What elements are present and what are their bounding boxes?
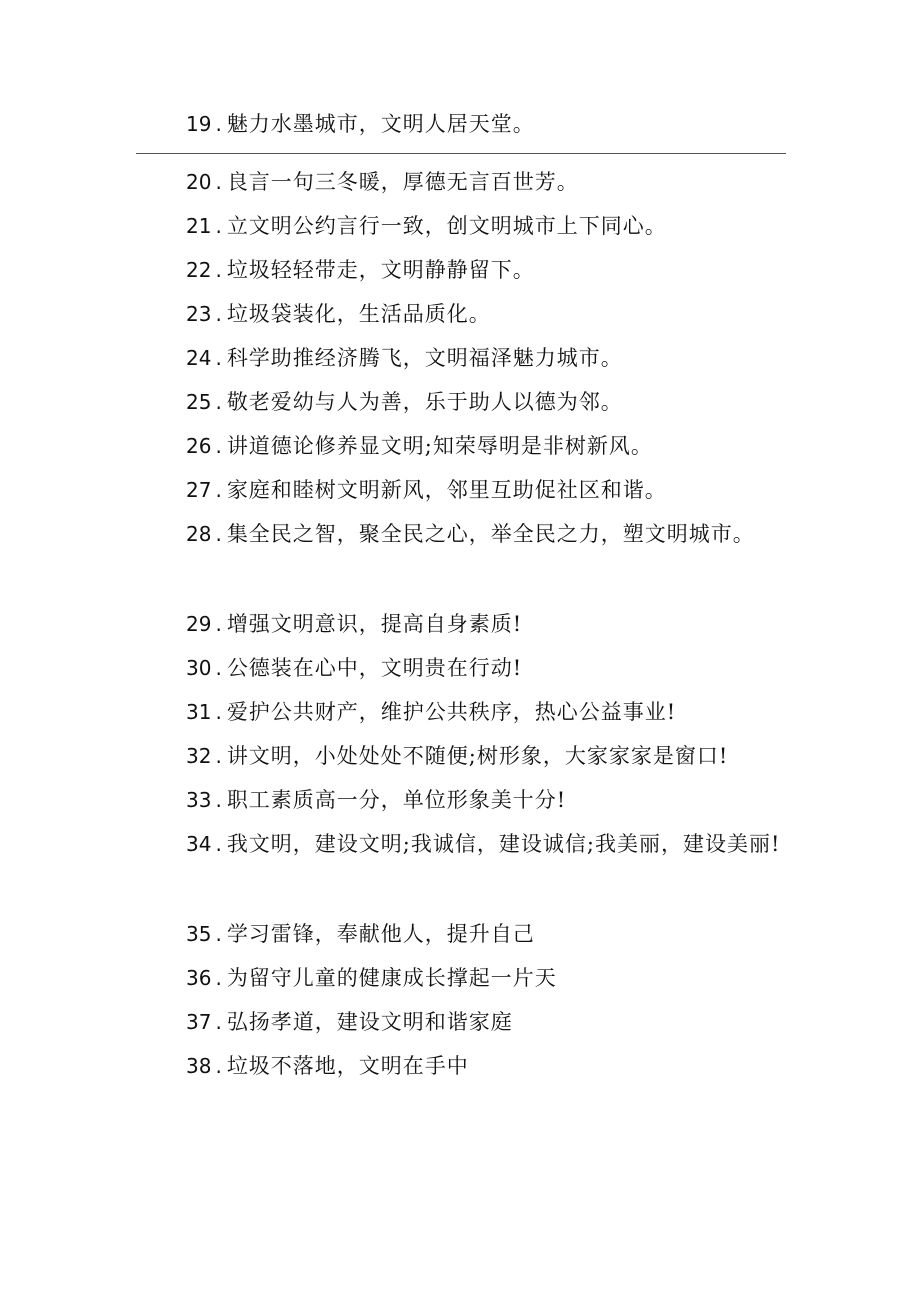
item-number: 21 <box>186 214 212 238</box>
slogan-item-35 <box>140 912 790 956</box>
item-text: 科学助推经济腾飞，文明福泽魅力城市。 <box>226 346 623 370</box>
item-separator: . <box>215 788 223 812</box>
item-text: 垃圾袋装化，生活品质化。 <box>226 302 491 326</box>
slogan-item-19 <box>140 102 790 146</box>
item-separator: . <box>215 522 223 546</box>
item-number: 23 <box>186 302 212 326</box>
item-text: 弘扬孝道，建设文明和谐家庭 <box>226 1010 513 1034</box>
item-text: 立文明公约言行一致，创文明城市上下同心。 <box>226 214 667 238</box>
item-number: 20 <box>186 170 212 194</box>
item-separator: . <box>215 922 223 946</box>
item-separator: . <box>215 656 223 680</box>
item-number: 27 <box>186 478 212 502</box>
item-text: 讲道德论修养显文明;知荣辱明是非树新风。 <box>226 434 653 458</box>
item-text: 公德装在心中，文明贵在行动! <box>226 656 523 680</box>
item-separator: . <box>215 302 223 326</box>
item-number: 31 <box>186 700 212 724</box>
item-separator: . <box>215 700 223 724</box>
item-number: 25 <box>186 390 212 414</box>
item-number: 37 <box>186 1010 212 1034</box>
item-separator: . <box>215 1010 223 1034</box>
item-text: 讲文明，小处处处不随便;树形象，大家家家是窗口! <box>226 744 729 768</box>
item-separator: . <box>215 112 223 136</box>
item-text: 职工素质高一分，单位形象美十分! <box>226 788 567 812</box>
slogan-item-38 <box>140 1044 790 1088</box>
item-separator: . <box>215 832 223 856</box>
item-text: 爱护公共财产，维护公共秩序，热心公益事业! <box>226 700 677 724</box>
item-number: 19 <box>186 112 212 136</box>
item-separator: . <box>215 390 223 414</box>
item-text: 垃圾轻轻带走，文明静静留下。 <box>226 258 535 282</box>
slogan-item-23 <box>140 292 790 336</box>
slogan-item-37 <box>140 1000 790 1044</box>
item-separator: . <box>215 258 223 282</box>
slogan-item-36 <box>140 956 790 1000</box>
item-separator: . <box>215 214 223 238</box>
item-number: 24 <box>186 346 212 370</box>
item-separator: . <box>215 612 223 636</box>
item-text: 增强文明意识，提高自身素质! <box>226 612 523 636</box>
item-text: 家庭和睦树文明新风，邻里互助促社区和谐。 <box>226 478 667 502</box>
item-text: 垃圾不落地，文明在手中 <box>226 1054 469 1078</box>
item-number: 32 <box>186 744 212 768</box>
item-text: 良言一句三冬暖，厚德无言百世芳。 <box>226 170 579 194</box>
horizontal-divider <box>136 153 786 154</box>
slogan-item-30 <box>140 646 790 690</box>
item-number: 30 <box>186 656 212 680</box>
slogan-item-25 <box>140 380 790 424</box>
item-number: 26 <box>186 434 212 458</box>
slogan-item-24 <box>140 336 790 380</box>
item-number: 36 <box>186 966 212 990</box>
slogan-item-22 <box>140 248 790 292</box>
item-number: 35 <box>186 922 212 946</box>
item-text: 敬老爱幼与人为善，乐于助人以德为邻。 <box>226 390 623 414</box>
slogan-item-21 <box>140 204 790 248</box>
slogan-item-20 <box>140 160 790 204</box>
item-text: 为留守儿童的健康成长撑起一片天 <box>226 966 557 990</box>
item-separator: . <box>215 1054 223 1078</box>
slogan-item-29 <box>140 602 790 646</box>
item-text: 学习雷锋，奉献他人，提升自己 <box>226 922 535 946</box>
slogan-item-26 <box>140 424 790 468</box>
slogan-item-32 <box>140 734 790 778</box>
item-separator: . <box>215 346 223 370</box>
slogan-item-34 <box>140 822 790 866</box>
item-text: 魅力水墨城市，文明人居天堂。 <box>226 112 535 136</box>
slogan-item-33 <box>140 778 790 822</box>
item-number: 34 <box>186 832 212 856</box>
item-number: 33 <box>186 788 212 812</box>
slogan-item-31 <box>140 690 790 734</box>
item-text: 集全民之智，聚全民之心，举全民之力，塑文明城市。 <box>226 522 755 546</box>
slogan-item-28 <box>140 512 790 556</box>
item-number: 29 <box>186 612 212 636</box>
item-separator: . <box>215 478 223 502</box>
item-separator: . <box>215 966 223 990</box>
slogan-item-27 <box>140 468 790 512</box>
item-number: 22 <box>186 258 212 282</box>
item-number: 38 <box>186 1054 212 1078</box>
item-separator: . <box>215 170 223 194</box>
item-separator: . <box>215 744 223 768</box>
item-text: 我文明，建设文明;我诚信，建设诚信;我美丽，建设美丽! <box>226 832 781 856</box>
item-separator: . <box>215 434 223 458</box>
item-number: 28 <box>186 522 212 546</box>
